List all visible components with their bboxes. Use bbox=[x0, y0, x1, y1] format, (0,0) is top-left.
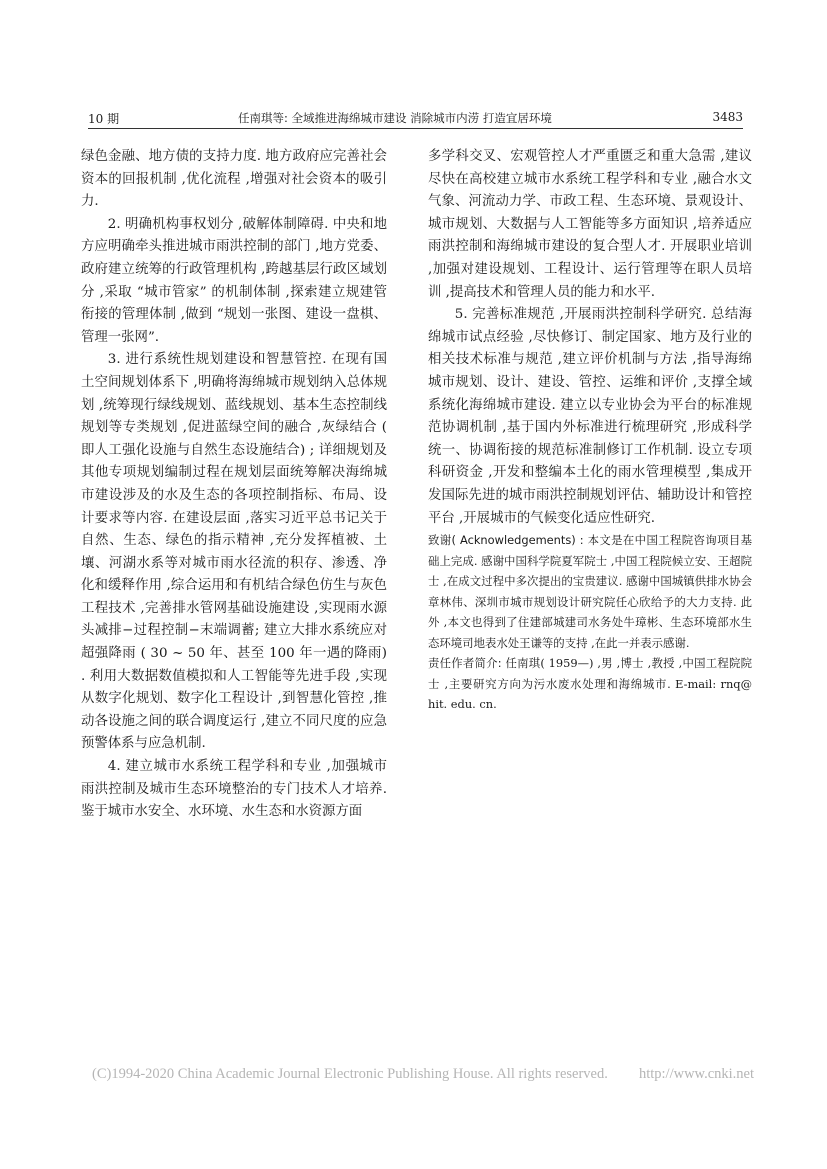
author-bio bbox=[428, 653, 752, 715]
running-header bbox=[88, 108, 743, 129]
right-column bbox=[428, 146, 752, 715]
issue-number: 10 期 bbox=[88, 112, 120, 126]
left-column bbox=[81, 146, 387, 824]
paragraph-continued-right: 多学科交叉、宏观管控人才严重匮乏和重大急需 ,建议尽快在高校建立城市水系统工程学科和专业 ,融合水文气象、河流动力学、市政工程、生态环境、景观设计、城市规划、大数据与人工智能等多方面知识 ,培养适应雨洪控制和海绵城市建设的复合型人才. 开展职业培训 ,加强对建设规划、工程设计、运行管理等在职人员培训 ,提高技术和管理人员的能力和水平. bbox=[428, 149, 752, 300]
acknowledgements-label: 致谢( Acknowledgements) : bbox=[428, 533, 584, 548]
copyright-text: (C)1994-2020 China Academic Journal Electronic Publishing House. All rights reserved. bbox=[92, 1066, 608, 1082]
cnki-url[interactable]: http://www.cnki.net bbox=[638, 1066, 754, 1082]
copyright-footer bbox=[92, 1066, 754, 1083]
paragraph-item-4: 4. 建立城市水系统工程学科和专业 ,加强城市雨洪控制及城市生态环境整治的专门技术人才培养. 鉴于城市水安全、水环境、水生态和水资源方面 bbox=[81, 759, 387, 820]
running-title: 任南琪等: 全域推进海绵城市建设 消除城市内涝 打造宜居环境 bbox=[238, 111, 552, 125]
acknowledgements-text: 本文是在中国工程院咨询项目基础上完成. 感谢中国科学院夏军院士 ,中国工程院候立安、王超院士 ,在成文过程中多次提出的宝贵建议. 感谢中国城镇供排水协会章林伟、深圳市城市规划设计研究院任心欣给予的大力支持. 此外 ,本文也得到了住建部城建司水务处牛璋彬、生态环境部水生态环境司地表水处王谦等的支持 ,在此一并表示感谢. bbox=[428, 533, 752, 650]
paragraph-item-5: 5. 完善标准规范 ,开展雨洪控制科学研究. 总结海绵城市试点经验 ,尽快修订、制定国家、地方及行业的相关技术标准与规范 ,建立评价机制与方法 ,指导海绵城市规划、设计、建设、管控、运维和评价 ,支撑全域系统化海绵城市建设. 建立以专业协会为平台的标准规范协调机制 ,基于国内外标准进行梳理研究 ,形成科学统一、协调衔接的规范标准制修订工作机制. 设立专项科研资金 ,开发和整编本土化的雨水管理模型 ,集成开发国际先进的城市雨洪控制规划评估、辅助设计和管控平台 ,开展城市的气候变化适应性研究. bbox=[428, 307, 752, 526]
paragraph-item-3: 3. 进行系统性规划建设和智慧管控. 在现有国土空间规划体系下 ,明确将海绵城市规划纳入总体规划 ,统筹现行绿线规划、蓝线规划、基本生态控制线规划等专类规划 ,促进蓝绿空间的融合 ,灰绿结合 ( 即人工强化设施与自然生态设施结合) ; 详细规划及其他专项规划编制过程在规划层面统筹解决海绵城市建设涉及的水及生态的各项控制指标、布局、设计要求等内容. 在建设层面 ,落实习近平总书记关于自然、生态、绿色的指示精神 ,充分发挥植被、土壤、河湖水系等对城市雨水径流的积存、渗透、净化和缓释作用 ,综合运用和有机结合绿色仿生与灰色工程技术 ,完善排水管网基础设施建设 ,实现雨水源头减排−过程控制−末端调蓄; 建立大排水系统应对超强降雨 ( 30 ~ 50 年、甚至 100 年一遇的降雨) . 利用大数据数值模拟和人工智能等先进手段 ,实现从数字化规划、数字化工程设计 ,到智慧化管控 ,推动各设施之间的联合调度运行 ,建立不同尺度的应急预警体系与应急机制. bbox=[81, 352, 387, 752]
page-number: 3483 bbox=[712, 110, 743, 124]
paragraph-continued: 绿色金融、地方债的支持力度. 地方政府应完善社会资本的回报机制 ,优化流程 ,增强对社会资本的吸引力. bbox=[81, 149, 387, 210]
author-bio-text: 任南琪( 1959—) ,男 ,博士 ,教授 ,中国工程院院士 ,主要研究方向为污水废水处理和海绵城市. E-mail: rnq@ hit. edu. cn. bbox=[428, 656, 752, 712]
paragraph-item-2: 2. 明确机构事权划分 ,破解体制障碍. 中央和地方应明确牵头推进城市雨洪控制的部门 ,地方党委、政府建立统筹的行政管理机构 ,跨越基层行政区域划分 ,采取 “城市管家” 的机制体制 ,探索建立规建管衔接的管理体制 ,做到 “规划一张图、建设一盘棋、管理一张网”. bbox=[81, 216, 387, 345]
acknowledgements bbox=[428, 530, 752, 653]
author-bio-label: 责任作者简介: bbox=[428, 656, 502, 671]
